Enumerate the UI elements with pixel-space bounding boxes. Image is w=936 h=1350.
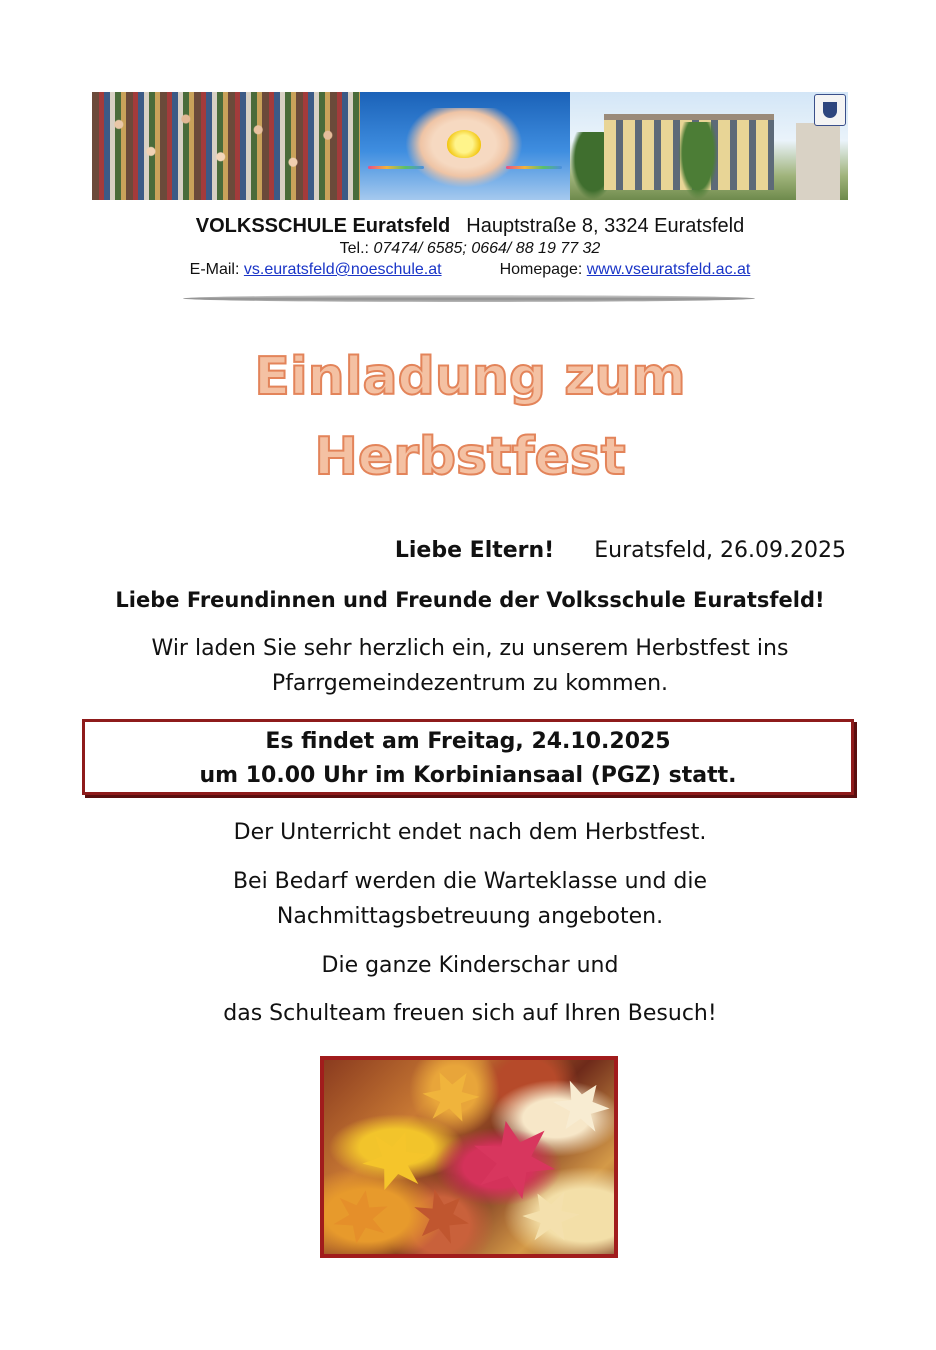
note-line-1: Der Unterricht endet nach dem Herbstfest. [233, 820, 707, 845]
tree-middle [678, 122, 718, 200]
event-date: Es findet am Freitag, 24.10.2025 [265, 729, 671, 754]
school-crest-icon [814, 94, 846, 126]
greeting: Liebe Eltern! [394, 538, 555, 563]
note-line-2: Bei Bedarf werden die Warteklasse und die [232, 869, 708, 894]
header-banner [92, 92, 848, 200]
letterhead-line-2 [92, 240, 848, 258]
greeting-friends: Liebe Freundinnen und Freunde der Volksschule Euratsfeld! [115, 588, 825, 612]
school-name: VOLKSSCHULE Euratsfeld [195, 215, 451, 237]
title-line-1: Einladung zum [254, 347, 686, 407]
invite-text-line-2: Pfarrgemeindezentrum zu kommen. [271, 671, 669, 696]
rainbow-ribbon-right [506, 166, 562, 169]
red-maple-leaf [467, 1113, 562, 1208]
yellow-leaf [355, 1121, 434, 1200]
invite-text-line-1: Wir laden Sie sehr herzlich ein, zu unserem Herbstfest ins [151, 636, 789, 661]
header-divider [183, 295, 755, 302]
brown-leaf [403, 1179, 479, 1255]
school-building-photo [570, 92, 848, 200]
email-link[interactable]: vs.euratsfeld@noeschule.at [243, 261, 442, 278]
autumn-leaves-photo [320, 1056, 618, 1258]
orange-leaf [415, 1061, 487, 1133]
note-line-3: Nachmittagsbetreuung angeboten. [276, 904, 664, 929]
phone-label: Tel.: [339, 240, 369, 257]
letterhead-line-1 [92, 215, 848, 238]
heart-hands-image [360, 92, 570, 200]
place-date: Euratsfeld, 26.09.2025 [594, 538, 846, 563]
homepage-label: Homepage: [499, 261, 583, 278]
title-line-2: Herbstfest [314, 427, 626, 487]
homepage-link[interactable]: www.vseuratsfeld.ac.at [586, 261, 751, 278]
closing-line-2: das Schulteam freuen sich auf Ihren Besuch! [223, 1001, 717, 1026]
greeting-row [395, 538, 846, 563]
cream-leaf [514, 1180, 588, 1254]
closing-line-1: Die ganze Kinderschar und [321, 953, 619, 978]
children-group-photo [92, 92, 360, 200]
amber-leaf [330, 1186, 393, 1249]
event-details-box [82, 719, 854, 795]
email-label: E-Mail: [189, 261, 240, 278]
pale-leaf [543, 1069, 618, 1144]
event-time-place: um 10.00 Uhr im Korbiniansaal (PGZ) statt. [199, 763, 737, 788]
school-heart-logo [447, 130, 481, 158]
phone-numbers: 07474/ 6585; 0664/ 88 19 77 32 [373, 240, 601, 257]
school-address: Hauptstraße 8, 3324 Euratsfeld [466, 215, 745, 237]
letterhead-line-3 [92, 261, 848, 279]
rainbow-ribbon-left [368, 166, 424, 169]
